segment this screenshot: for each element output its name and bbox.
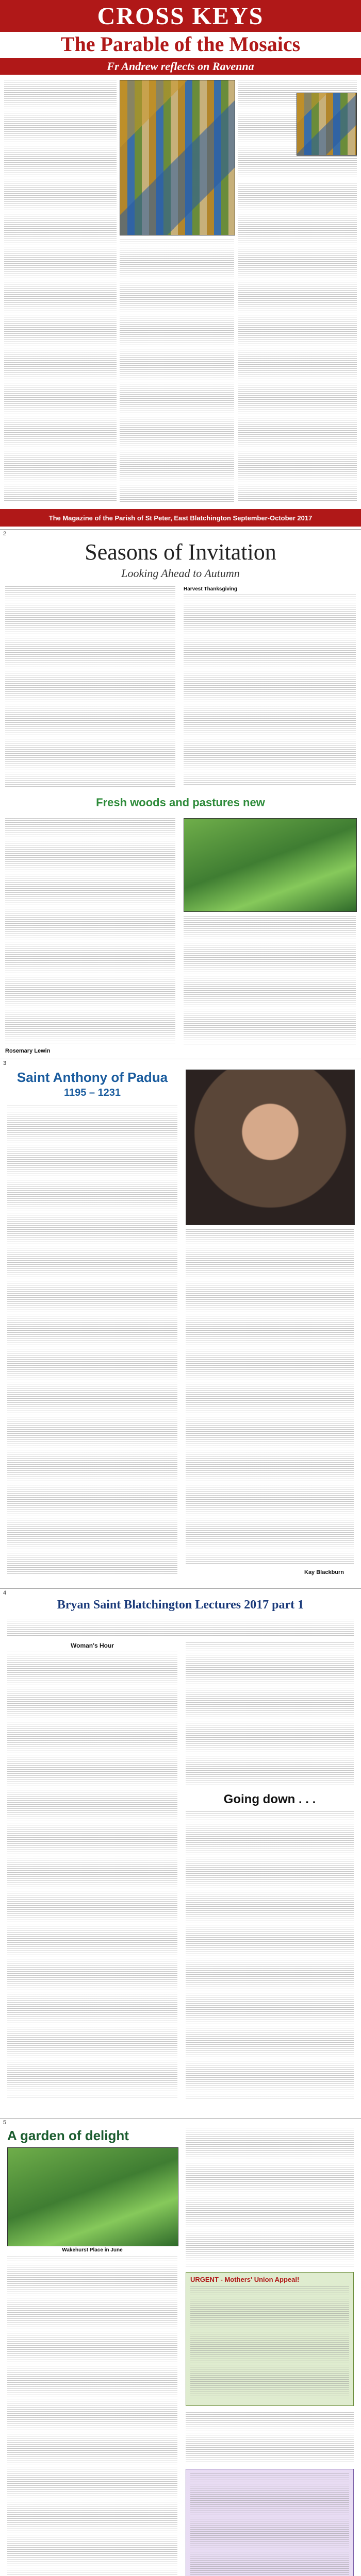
page5-right-top — [186, 2128, 354, 2267]
page2-signoff: Rosemary Lewin — [5, 1048, 51, 1054]
garden-heading: A garden of delight — [7, 2128, 129, 2143]
garden-body — [7, 2257, 177, 2576]
going-down-heading: Going down . . . — [223, 1792, 316, 1806]
anthony-heading: Saint Anthony of Padua — [17, 1070, 168, 1085]
cover-body-left — [4, 80, 117, 502]
page2-photo-woods — [184, 818, 357, 912]
page-number: 5 — [3, 2120, 7, 2126]
page2-body-left — [5, 586, 175, 787]
page2-banner: Fresh woods and pastures new — [0, 792, 361, 813]
cover-body-middle — [120, 240, 234, 502]
page-number: 4 — [3, 1590, 7, 1596]
page-4 — [0, 1589, 361, 2119]
page5-notice-body — [190, 2473, 349, 2576]
page2-right-column — [184, 586, 356, 787]
mu-appeal-box — [186, 2272, 354, 2406]
lectures-intro — [7, 1619, 354, 1637]
masthead-title: CROSS KEYS — [97, 2, 264, 30]
page3-signoff: Kay Blackburn — [304, 1569, 344, 1575]
lectures-left — [7, 1642, 177, 2101]
headline: The Parable of the Mosaics — [0, 32, 361, 58]
subhead-bar — [0, 58, 361, 75]
page-cover — [0, 0, 361, 530]
garden-photo — [7, 2147, 178, 2246]
mu-appeal-heading: URGENT - Mothers' Union Appeal! — [190, 2276, 300, 2283]
page3-body-right — [186, 1229, 354, 1564]
mu-appeal-body — [190, 2286, 349, 2400]
subhead: Fr Andrew reflects on Ravenna — [107, 60, 254, 73]
page-3 — [0, 1059, 361, 1589]
lectures-left-body — [7, 1652, 177, 2098]
harvest-body — [184, 595, 356, 785]
cover-footer — [0, 509, 361, 527]
anthony-years: 1195 – 1231 — [63, 1087, 121, 1098]
cover-body-right — [238, 183, 357, 502]
masthead — [0, 0, 361, 32]
going-down-body — [186, 1811, 354, 2100]
page3-body-left — [7, 1106, 177, 1574]
page2-lower-right — [184, 916, 356, 1045]
garden-photo-caption: Wakehurst Place in June — [62, 2247, 123, 2253]
page5-right-lower — [186, 2412, 354, 2464]
page2-subtitle: Looking Ahead to Autumn — [121, 567, 240, 580]
page2-lower-left — [5, 818, 175, 1045]
lectures-heading: Bryan Saint Blatchington Lectures 2017 part 1 — [57, 1598, 304, 1612]
page-5 — [0, 2119, 361, 2576]
page3-portrait-image — [186, 1070, 355, 1225]
womans-hour-heading: Woman's Hour — [71, 1642, 114, 1649]
page-number: 2 — [3, 531, 7, 537]
cover-mosaic-image — [120, 80, 235, 235]
harvest-heading: Harvest Thanksgiving — [184, 586, 237, 592]
page-2 — [0, 530, 361, 1059]
page-number: 3 — [3, 1060, 7, 1066]
lectures-right-top — [186, 1642, 354, 1787]
cover-footer-text: The Magazine of the Parish of St Peter, East Blatchington September-October 2017 — [48, 514, 313, 522]
cover-small-mosaic-image — [297, 93, 357, 156]
page2-title: Seasons of Invitation — [85, 539, 276, 565]
page5-notice-panel — [186, 2469, 354, 2576]
